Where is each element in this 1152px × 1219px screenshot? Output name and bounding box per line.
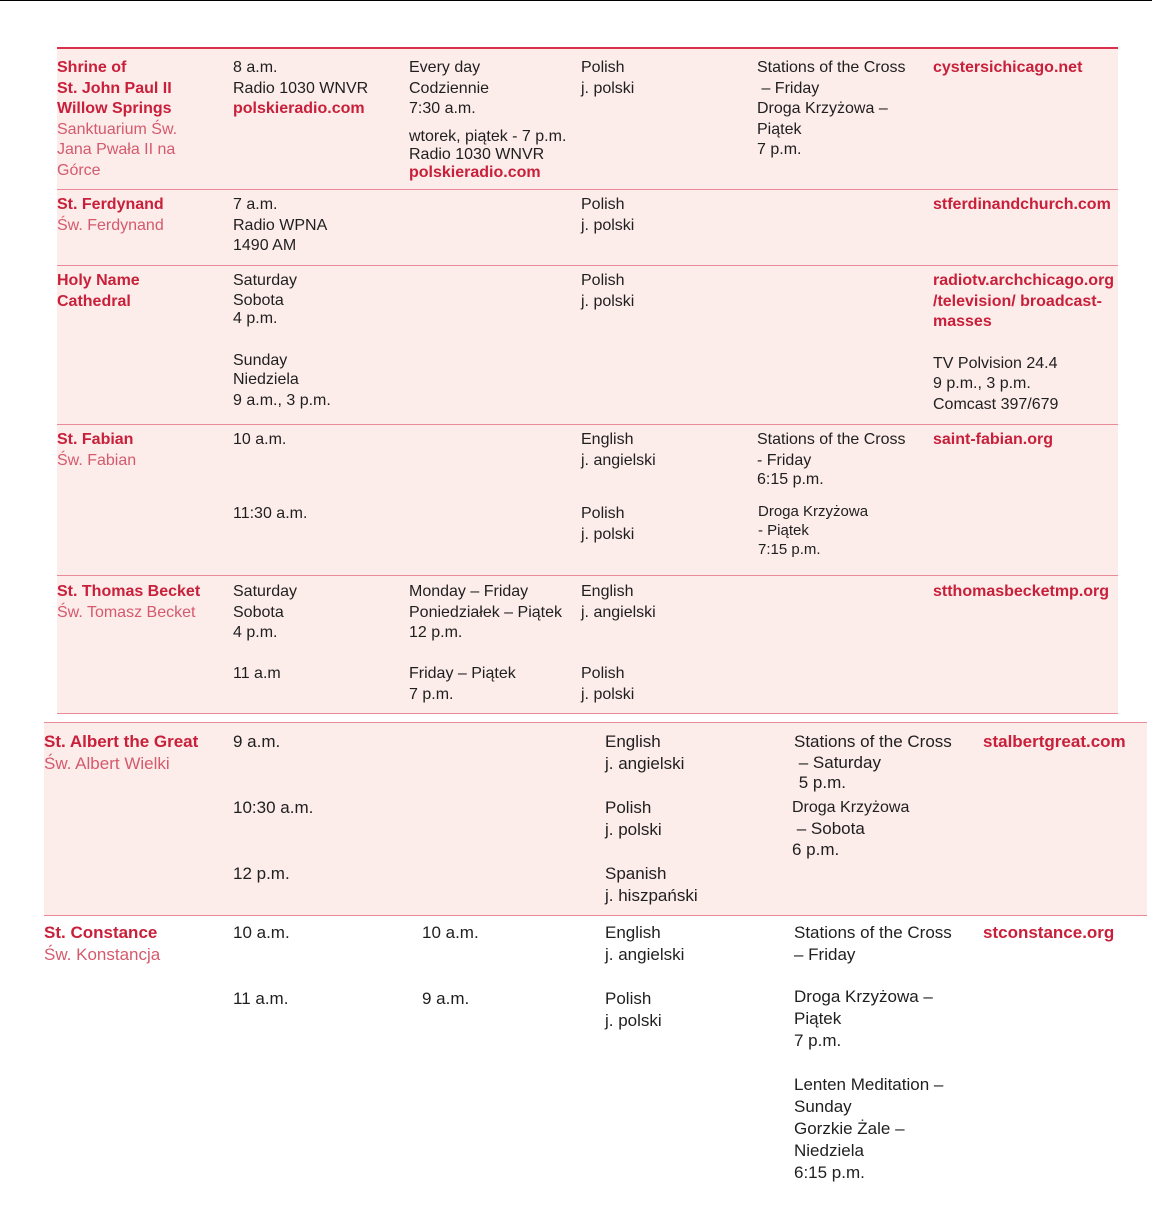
page-top-rule [0, 0, 1152, 1]
weekday-label-pl: Poniedziałek – Piątek [409, 603, 562, 621]
radio-frequency: 1490 AM [233, 237, 297, 254]
language-en: Polish [581, 272, 625, 289]
lenten-service-line: Droga Krzyżowa [792, 799, 910, 816]
language-cell [581, 582, 656, 623]
lenten-service-line: Gorzkie Żale – [794, 1119, 905, 1138]
sunday-mass-cell [233, 797, 313, 819]
lenten-service-line: – Sobota [792, 819, 865, 838]
language-pl: j. polski [581, 216, 635, 234]
language-cell [581, 664, 634, 705]
parish-name-pl: Św. Albert Wielki [44, 754, 170, 773]
website-link[interactable]: cystersichicago.net [933, 59, 1083, 76]
mass-time: 4 p.m. [233, 309, 278, 327]
language-pl: j. angielski [605, 945, 685, 964]
radio-link[interactable]: polskieradio.com [233, 100, 365, 117]
sunday-mass-cell [233, 664, 281, 685]
mass-time: 8 a.m. [233, 59, 278, 76]
lenten-services-cell [792, 798, 909, 860]
mass-time: 11:30 a.m. [233, 505, 308, 522]
website-link[interactable]: /television/ broadcast- [933, 292, 1102, 310]
lenten-service-line: Stations of the Cross [794, 923, 952, 942]
mass-time: 7 a.m. [233, 196, 278, 213]
weekday-mass-cell [422, 922, 479, 944]
radio-station: Radio 1030 WNVR [233, 79, 369, 97]
website-cell [933, 58, 1082, 79]
mass-time: 12 p.m. [233, 864, 290, 883]
lenten-service-line: 7 p.m. [794, 1031, 842, 1050]
sunday-mass-cell [233, 922, 290, 944]
sunday-mass-cell [233, 271, 331, 412]
sunday-mass-cell [233, 863, 290, 885]
website-link[interactable]: stthomasbecketmp.org [933, 583, 1110, 600]
sunday-mass-cell [233, 582, 297, 644]
language-cell [605, 797, 662, 841]
table-row [57, 425, 1118, 576]
website-link[interactable]: saint-fabian.org [933, 431, 1054, 448]
lenten-service-line: 6 p.m. [792, 840, 840, 859]
language-en: Polish [605, 798, 652, 817]
day-label: Saturday [233, 272, 298, 289]
parish-name-cell [44, 922, 160, 966]
language-en: English [581, 431, 634, 448]
language-pl: j. polski [605, 820, 662, 839]
day-label-pl: Sobota [233, 603, 284, 621]
lenten-service-line: – Friday [757, 79, 820, 97]
weekday-mass-cell [409, 58, 566, 182]
mass-time: 11 a.m. [233, 989, 289, 1008]
mass-time: 10:30 a.m. [233, 798, 314, 817]
parish-name-cell [44, 731, 198, 775]
sunday-mass-cell [233, 504, 307, 525]
mass-time: 12 p.m. [409, 624, 463, 641]
sunday-mass-cell [233, 430, 286, 451]
tv-channel: TV Polvision 24.4 [933, 354, 1058, 372]
day-label-pl: Niedziela [233, 370, 299, 388]
language-pl: j. hiszpański [605, 886, 698, 905]
language-pl: j. polski [581, 685, 635, 703]
lenten-services-cell [794, 986, 933, 1052]
lenten-service-line: - Piątek [758, 522, 809, 539]
table-row [57, 266, 1118, 425]
lenten-service-line: Piątek [794, 1009, 842, 1028]
table-row [57, 576, 1118, 714]
website-link[interactable]: stferdinandchurch.com [933, 196, 1111, 213]
lenten-service-line: – Saturday [794, 753, 881, 772]
language-pl: j. polski [581, 525, 635, 543]
mass-time: 10 a.m. [233, 431, 287, 448]
mass-time: 9 a.m. [422, 989, 470, 1008]
language-pl: j. polski [581, 79, 635, 97]
weekday-mass-cell [409, 582, 562, 644]
weekday-mass-cell [409, 664, 516, 705]
language-en: English [605, 923, 661, 942]
language-pl: j. angielski [605, 754, 685, 773]
parish-name-en: Willow Springs [57, 100, 172, 117]
parish-name-en: St. Thomas Becket [57, 583, 201, 600]
website-cell [933, 582, 1109, 603]
parish-name-pl: Górce [57, 161, 101, 179]
language-cell [605, 731, 684, 775]
lenten-services-cell [794, 731, 952, 793]
language-en: Spanish [605, 864, 667, 883]
lenten-service-line: 5 p.m. [794, 773, 846, 792]
sunday-mass-cell [233, 58, 368, 120]
language-cell [581, 271, 634, 312]
website-cell [933, 271, 1114, 416]
language-pl: j. angielski [581, 603, 656, 621]
website-cell [983, 922, 1114, 944]
cable-channel: Comcast 397/679 [933, 396, 1059, 413]
parish-name-pl: Sanktuarium Św. [57, 120, 178, 138]
mass-time: 7:30 a.m. [409, 100, 476, 117]
mass-time: 10 a.m. [422, 923, 479, 942]
language-cell [581, 430, 656, 471]
day-label: Saturday [233, 583, 298, 600]
tv-times: 9 p.m., 3 p.m. [933, 375, 1031, 392]
mass-time: 11 a.m [233, 665, 281, 682]
parish-name-pl: Św. Ferdynand [57, 216, 164, 234]
table-row [57, 190, 1118, 266]
language-cell [605, 922, 684, 966]
lenten-service-line: 7:15 p.m. [758, 541, 821, 558]
lenten-service-line: - Friday [757, 451, 812, 469]
lenten-service-line: 6:15 p.m. [757, 470, 824, 488]
weekday-mass-cell [422, 988, 469, 1010]
language-pl: j. polski [581, 292, 635, 310]
parish-name-cell [57, 582, 200, 623]
parish-name-en: Cathedral [57, 292, 131, 310]
language-pl: j. angielski [581, 451, 656, 469]
language-cell [581, 195, 634, 236]
language-pl: j. polski [605, 1011, 662, 1030]
lenten-services-cell [757, 430, 906, 489]
lenten-service-line: Droga Krzyżowa – [757, 100, 888, 117]
weekday-label-pl: wtorek, piątek - 7 p.m. [409, 127, 567, 145]
sunday-mass-cell [233, 988, 288, 1010]
lenten-services-cell [794, 1074, 943, 1184]
parish-name-en: St. Constance [44, 923, 158, 942]
lenten-service-line: Stations of the Cross [757, 431, 906, 448]
lenten-service-line: 7 p.m. [757, 141, 802, 158]
language-en: Polish [581, 59, 625, 76]
website-link[interactable]: stconstance.org [983, 923, 1115, 942]
language-cell [581, 58, 634, 99]
day-label-pl: Sobota [233, 291, 284, 309]
lenten-service-line: Stations of the Cross [794, 732, 952, 751]
website-link[interactable]: stalbertgreat.com [983, 732, 1126, 751]
language-en: English [605, 732, 661, 751]
lenten-service-line: Niedziela [794, 1141, 864, 1160]
parish-name-pl: Św. Tomasz Becket [57, 603, 196, 621]
lenten-services-cell [794, 922, 952, 966]
mass-time: 7 p.m. [409, 685, 454, 703]
website-link[interactable]: radiotv.archchicago.org [933, 272, 1115, 289]
radio-station: Radio 1030 WNVR [409, 145, 545, 163]
parish-name-cell [57, 271, 140, 312]
mass-time: 9 a.m. [233, 732, 281, 751]
lenten-service-line: Stations of the Cross [757, 59, 906, 76]
language-cell [605, 863, 698, 907]
day-label: Sunday [233, 351, 288, 369]
table-row [44, 722, 1147, 916]
parish-name-en: St. John Paul II [57, 79, 172, 97]
language-en: Polish [581, 665, 625, 682]
language-en: English [581, 583, 634, 600]
parish-name-en: Shrine of [57, 59, 127, 76]
lenten-service-line: Droga Krzyżowa [758, 503, 869, 520]
mass-time: 9 a.m., 3 p.m. [233, 391, 331, 409]
website-link[interactable]: masses [933, 313, 992, 330]
lenten-service-line: Piątek [757, 120, 802, 138]
lenten-service-line: Lenten Meditation – [794, 1075, 944, 1094]
language-cell [605, 988, 662, 1032]
parish-name-cell [57, 195, 164, 236]
table-row [44, 916, 1147, 1196]
parish-name-en: St. Albert the Great [44, 732, 199, 751]
language-en: Polish [605, 989, 652, 1008]
radio-link[interactable]: polskieradio.com [409, 163, 541, 181]
language-en: Polish [581, 196, 625, 213]
weekday-label: Monday – Friday [409, 583, 529, 600]
parish-name-en: Holy Name [57, 272, 140, 289]
parish-name-pl: Św. Fabian [57, 451, 137, 469]
website-cell [983, 731, 1126, 753]
sunday-mass-cell [233, 731, 280, 753]
parish-name-pl: Jana Pwała II na [57, 141, 176, 158]
language-cell [581, 504, 634, 545]
parish-name-cell [57, 58, 177, 181]
radio-station: Radio WPNA [233, 216, 328, 234]
weekday-label: Every day [409, 59, 481, 76]
language-en: Polish [581, 505, 625, 522]
weekday-label: Friday – Piątek [409, 665, 516, 682]
lenten-service-line: – Friday [794, 945, 856, 964]
lenten-service-line: Sunday [794, 1097, 852, 1116]
parish-name-en: St. Fabian [57, 431, 134, 448]
website-cell [933, 430, 1053, 451]
mass-time: 10 a.m. [233, 923, 290, 942]
parish-name-pl: Św. Konstancja [44, 945, 161, 964]
parish-name-cell [57, 430, 136, 471]
lenten-services-cell [758, 502, 868, 559]
website-cell [933, 195, 1111, 216]
table-row [57, 47, 1118, 190]
lenten-services-cell [757, 58, 906, 161]
mass-time: 4 p.m. [233, 624, 278, 641]
lenten-service-line: 6:15 p.m. [794, 1163, 865, 1182]
weekday-label-pl: Codziennie [409, 79, 490, 97]
sunday-mass-cell [233, 195, 327, 257]
lenten-service-line: Droga Krzyżowa – [794, 987, 933, 1006]
parish-name-en: St. Ferdynand [57, 196, 164, 213]
